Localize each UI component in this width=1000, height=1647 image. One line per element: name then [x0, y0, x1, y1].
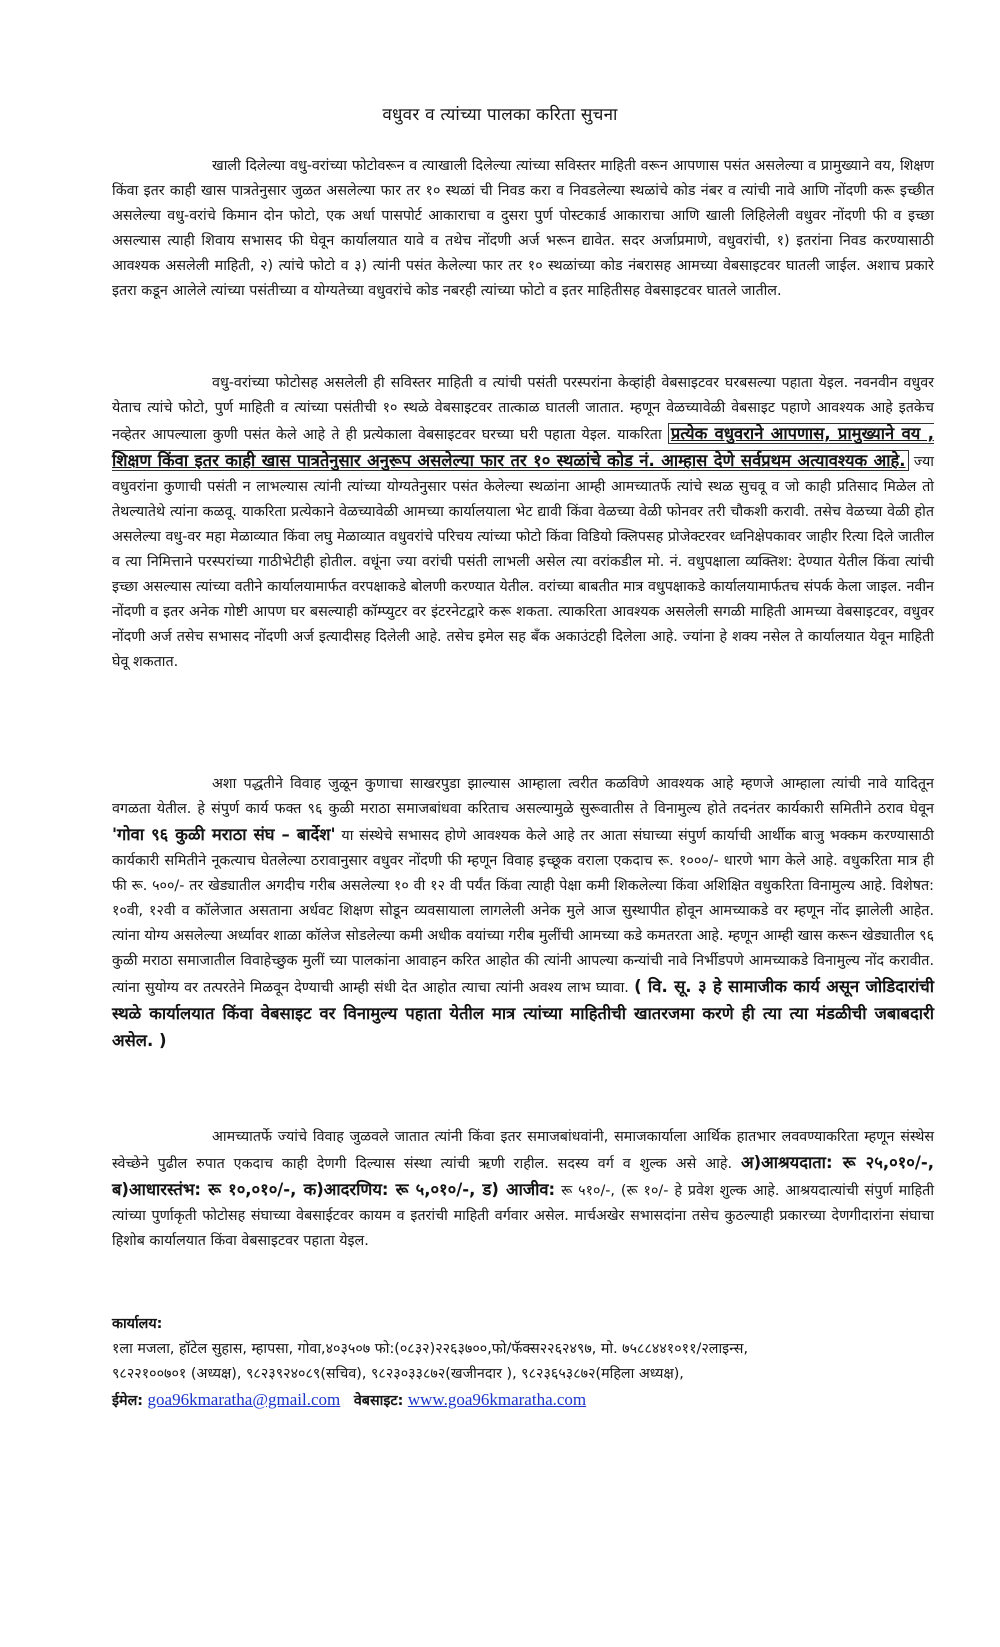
office-address: १ला मजला, हॉटेल सुहास, म्हापसा, गोवा,४०३५०७ फो:(०८३२)२२६३७००,फो/फॅक्स२२६२४९७, मो. ७५८८४४१०११/२लाइन्स,: [112, 1341, 749, 1357]
paragraph-donations-text: आमच्यातर्फे ज्यांचे विवाह जुळवले जातात त्यांनी किंवा इतर समाजबांधवांनी, समाजकार्याला आर्थिक हातभार लववण्याकरिता म्हणून संस्थेस स्वेच्छेने पुढील रुपात एकदाच काही देणगी दिल्यास संस्था त्यांची ऋणी राहील. सदस्य वर्ग व शुल्क असे आहे.: [112, 1129, 934, 1172]
membership-tiers: अ)आश्रयदाता: रू २५,०१०/-, ब)आधारस्तंभ: रू १०,०१०/-, क)आदरणिय: रू ५,०१०/-, ड) आजीव:: [112, 1153, 934, 1199]
paragraph-instructions-text: खाली दिलेल्या वधु-वरांच्या फोटोवरून व त्याखाली दिलेल्या त्यांच्या सविस्तर माहिती वरून आपणास पसंत असलेल्या व प्रामुख्याने वय, शिक्षण किंवा इतर काही खास पात्रतेनुसार जुळत असलेल्या फार तर १० स्थळां ची निवड करा व निवडलेल्या स्थळांचे कोड नंबर व त्यांची नावे आणि नोंदणी करू इच्छीत असलेल्या वधु-वरांचे किमान दोन फोटो, एक अर्धा पासपोर्ट आकाराचा व दुसरा पुर्ण पोस्टकार्ड आकाराचा आणि खाली लिहिलेली वधुवर नोंदणी फी व इच्छा असल्यास त्याही शिवाय सभासद फी घेवून कार्यालयात यावे व तथेच नोंदणी अर्ज भरून द्यावेत. सदर अर्जाप्रमाणे, वधुवरांची, १) इतरांना निवड करण्यासाठी आवश्यक असलेली माहिती, २) त्यांचे फोटो व ३) त्यांनी पसंत केलेल्या फार तर १० स्थळांच्या कोड नंबरासह आमच्या वेबसाइटवर घातली जाईल. अशाच प्रकारे इतरा कडून आलेले त्यांच्या पसंतीच्या व योग्यतेच्या वधुवरांचे कोड नबरही त्यांच्या फोटो व इतर माहितीसह वेबसाइटवर घातले जातील.: [112, 158, 934, 299]
paragraph-website-info: [112, 371, 934, 675]
office-contact: [112, 1312, 934, 1414]
special-note: ( वि. सू. ३ हे सामाजीक कार्य असून जोडिदारांची स्थळे कार्यालयात किंवा वेबसाइट वर विनामुल्य पहाता येतील मात्र त्यांच्या माहितीची खातरजमा करणे ही त्या त्या मंडळीची जबाबदारी असेल. ): [112, 977, 935, 1050]
email-label: ईमेल:: [112, 1393, 143, 1409]
office-phones: ९८२२१००७०१ (अध्यक्ष), ९८२३९२४०८९(सचिव), ९८२३०३३८७२(खजीनदार ), ९८२३६५३८७२(महिला अध्यक्ष),: [112, 1366, 684, 1382]
organization-name: 'गोवा ९६ कुळी मराठा संघ – बार्देश': [112, 825, 336, 844]
paragraph-website-info-text-continued: ज्या वधुवरांना कुणाची पसंती न लाभल्यास त्यांनी त्यांच्या योग्यतेनुसार पसंत केलेल्या स्थळांना आम्ही आमच्यातर्फे त्यांचे स्थळ सुचवू व जो काही प्रतिसाद मिळेल तो तेथल्यातेथे त्यांना कळवू. याकरिता प्रत्येकाने वेळच्यावेळी आमच्या कार्यालयाला भेट द्यावी किंवा वेळच्या वेळी फोनवर तरी चौकशी करावी. तसेच वेळच्या वेळी होत असलेल्या वधु-वर महा मेळाव्यात किंवा लघु मेळाव्यात वधुवरांचे परिचय त्यांच्या फोटो किंवा विडियो क्लिपसह प्रोजेक्टरवर ध्वनिक्षेपकावर जाहीर रित्या दिले जातील व त्या निमित्ताने परस्परांच्या गाठीभेटीही होतील. वधूंना ज्या वरांची पसंती लाभली असेल त्या वरांकडील मो. नं. वधुपक्षाला व्यक्तिश: देण्यात येतील किंवा त्यांची इच्छा असल्यास त्यांच्या वतीने कार्यालयामार्फत वरपक्षाकडे बोलणी करण्यात येतील. वरांच्या बाबतीत मात्र वधुपक्षाकडे कार्यालयामार्फतच संपर्क केला जाइल. नवीन नोंदणी व इतर अनेक गोष्टी आपण घर बसल्याही कॉम्प्युटर वर इंटरनेटद्वारे करू शकता. त्याकरिता आवश्यक असलेली सगळी माहिती आमच्या वेबसाइटवर, वधुवर नोंदणी अर्ज तसेच सभासद नोंदणी अर्ज इत्यादीसह दिलेली आहे. तसेच इमेल सह बॅंक अकाउंटही दिलेला आहे. ज्यांना हे शक्य नसेल ते कार्यालयात येवून माहिती घेवू शकतात.: [112, 454, 934, 670]
paragraph-instructions: [112, 154, 934, 304]
highlighted-instruction: प्रत्येक वधुवराने आपणास, प्रामुख्याने वय , शिक्षण किंवा इतर काही खास पात्रतेनुसार अनुरूप असलेल्या फार तर १० स्थळांचे कोड नं. आम्हास देणे सर्वप्रथम अत्यावश्यक आहे.: [112, 424, 934, 470]
paragraph-fees-text-continued: या संस्थेचे सभासद होणे आवश्यक केले आहे तर आता संघाच्या संपुर्ण कार्याची आर्थीक बाजु भक्कम करण्यासाठी कार्यकारी समितीने नूकत्याच घेतलेल्या ठरावानुसार वधुवर नोंदणी फी म्हणून विवाह इच्छूक वराला एकदाच रू. १०००/- धारणे भाग केले आहे. वधुकरिता मात्र ही फी रू. ५००/- तर खेड्यातील अगदीच गरीब असलेल्या १० वी १२ वी पर्यंत किंवा त्याही पेक्षा कमी शिकलेल्या किंवा अशिक्षित वधुकरिता विनामुल्य आहे. विशेषत: १०वी, १२वी व कॉलेजात असताना अर्धवट शिक्षण सोडून व्यवसायाला लागलेली अनेक मुले आज सुस्थापीत होवून आमच्याकडे वर म्हणून नोंद झालेली आहेत. त्यांना योग्य असलेल्या अर्ध्यावर शाळा कॉलेज सोडलेल्या कमी अधीक वयांच्या गरीब मुलींची आमच्या कडे कमतरता आहे. म्हणून आम्ही खास करून खेड्यातील ९६ कुळी मराठा समाजातील विवाहेच्छुक मुलीं च्या पालकांना आवाहन करित आहोत की त्यांनी आपल्या कन्यांची नावे निर्भीडपणे आमच्याकडे विनामुल्य नोंद करावीत. त्यांना सुयोग्य वर तत्परतेने मिळवून देण्याची आम्ही संधी देत आहोत त्याचा त्यांनी अवश्य लाभ घ्यावा.: [112, 828, 935, 996]
paragraph-donations: [112, 1125, 934, 1254]
email-link[interactable]: goa96kmaratha@gmail.com: [147, 1390, 341, 1409]
paragraph-fees: [112, 772, 934, 1055]
paragraph-fees-text: अशा पद्धतीने विवाह जुळून कुणाचा साखरपुडा झाल्यास आम्हाला त्वरीत कळविणे आवश्यक आहे म्हणजे आम्हाला त्यांची नावे यादितून वगळता येतील. हे संपुर्ण कार्य फक्त ९६ कुळी मराठा समाजबांधवा करिताच असल्यामुळे सुरूवातीस ते विनामुल्य होते तदनंतर कार्यकारी समितीने ठराव घेवून: [112, 776, 934, 817]
office-label: कार्यालय:: [112, 1316, 163, 1332]
website-label: वेबसाइट:: [353, 1393, 404, 1409]
online-contacts: [112, 1387, 934, 1414]
paragraph-donations-text-continued: रू ५१०/-, (रू १०/- हे प्रवेश शुल्क आहे. आश्रयदात्यांची संपुर्ण माहिती त्यांच्या पुर्णाकृती फोटोसह संघाच्या वेबसाईटवर कायम व इतरांची माहिती वर्गवार असेल. मार्चअखेर सभासदांना तसेच कुठल्याही प्रकारच्या देणगीदारांना संघाचा हिशोब कार्यालयात किंवा वेबसाइटवर पहाता येइल.: [112, 1183, 935, 1249]
document-title: वधुवर व त्यांच्या पालका करिता सुचना: [382, 105, 618, 125]
website-link[interactable]: www.goa96kmaratha.com: [407, 1390, 587, 1409]
paragraph-website-info-text: वधु-वरांच्या फोटोसह असलेली ही सविस्तर माहिती व त्यांची पसंती परस्परांना केव्हांही वेबसाइटवर घरबसल्या पहाता येइल. नवनवीन वधुवर येताच त्यांचे फोटो, पुर्ण माहिती व त्यांच्या पसंतीची १० स्थळे वेबसाइटवर तात्काळ घातली जातात. म्हणून वेळच्यावेळी वेबसाइट पहाणे आवश्यक आहे इतकेच नव्हेतर आपल्याला कुणी पसंत केले आहे ते ही प्रत्येकाला वेबसाइटवर घरच्या घरी पहाता येइल. याकरिता: [112, 375, 934, 443]
